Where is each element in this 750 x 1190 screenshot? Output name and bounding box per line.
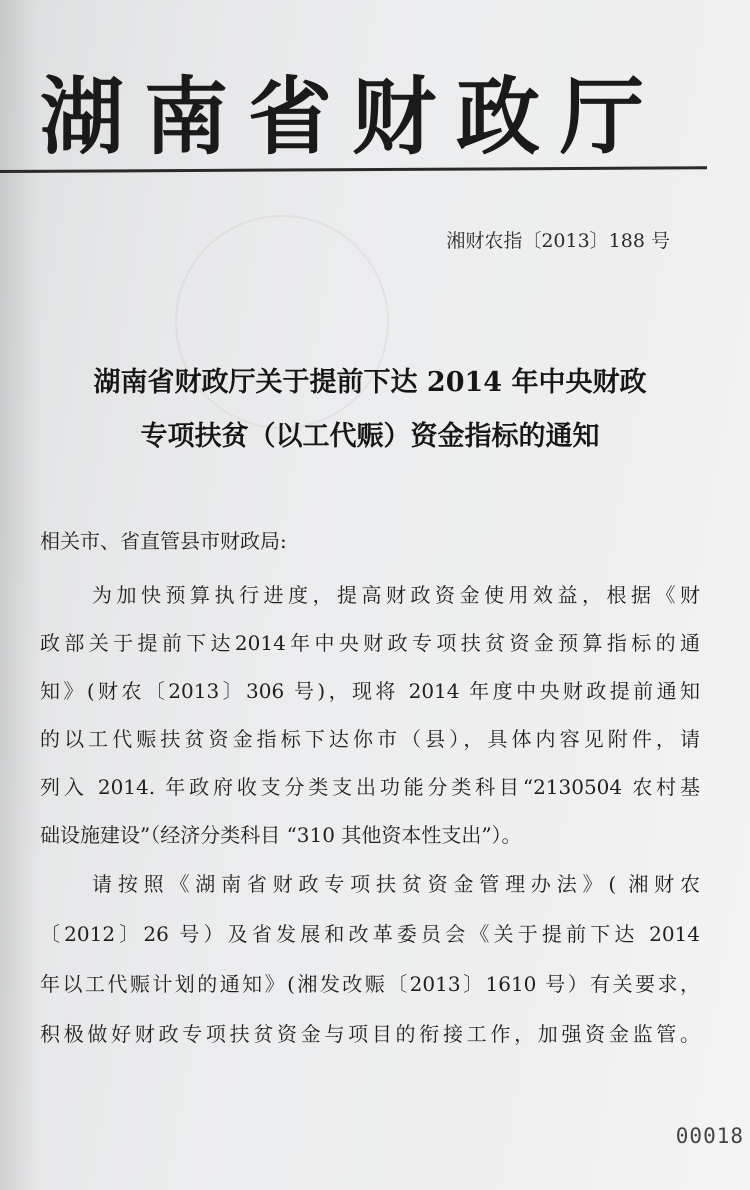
paragraph-1-line: 为加快预算执行进度，提高财政资金使用效益，根据《财 xyxy=(92,583,700,607)
page-number: 00018 xyxy=(675,1124,744,1148)
letterhead-title: 湖南省财政厅 xyxy=(40,67,665,166)
paragraph-1-line: 础设施建设”（经济分类科目 “310 其他资本性支出”）。 xyxy=(40,823,522,847)
paragraph-2-line: 年以工代赈计划的通知》(湘发改赈〔2013〕1610 号）有关要求， xyxy=(40,972,700,996)
page-shadow xyxy=(0,0,40,1190)
document-title-line-1: 湖南省财政厅关于提前下达 2014 年中央财政 xyxy=(93,367,647,398)
paragraph-1-line: 知》(财农〔2013〕306 号)，现将 2014 年度中央财政提前通知 xyxy=(40,679,700,703)
paragraph-2-line: 请按照《湖南省财政专项扶贫资金管理办法》( 湘财农 xyxy=(92,872,700,896)
document-number: 湘财农指〔2013〕188 号 xyxy=(446,230,670,252)
paragraph-1-line: 政部关于提前下达2014年中央财政专项扶贫资金预算指标的通 xyxy=(40,631,700,655)
paragraph-2-line: 积极做好财政专项扶贫资金与项目的衔接工作，加强资金监管。 xyxy=(40,1022,700,1046)
paragraph-1-line: 列入 2014. 年政府收支分类支出功能分类科目“2130504 农村基 xyxy=(40,775,700,799)
paragraph-2-line: 〔2012〕26 号）及省发展和改革委员会《关于提前下达 2014 xyxy=(40,922,700,946)
document-title-line-2: 专项扶贫（以工代赈）资金指标的通知 xyxy=(140,421,600,452)
salutation: 相关市、省直管县市财政局: xyxy=(40,529,287,553)
paragraph-1-line: 的以工代赈扶贫资金指标下达你市（县），具体内容见附件，请 xyxy=(40,727,700,751)
